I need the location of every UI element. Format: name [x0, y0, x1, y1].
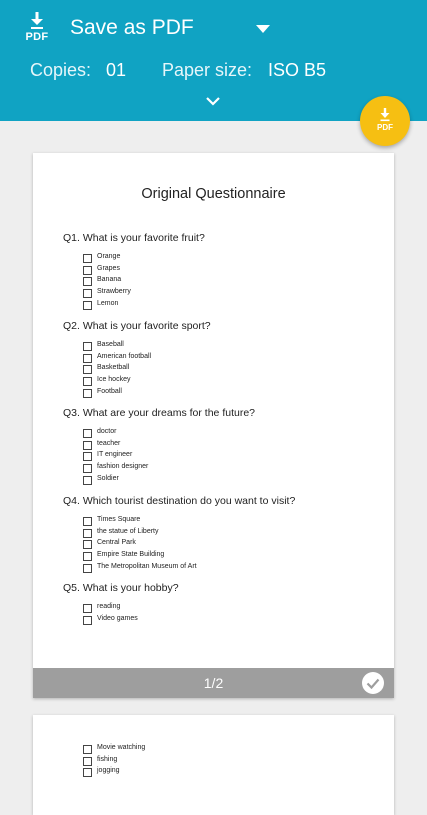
pdf-download-icon [22, 12, 52, 46]
option-label: Grapes [97, 264, 120, 272]
checkbox [83, 757, 92, 766]
copies-value[interactable]: 01 [106, 60, 127, 80]
document-title: Original Questionnaire [141, 186, 286, 202]
question-4: Q4. Which tourist destination do you want to visit? [63, 495, 296, 507]
option-label: Video games [97, 614, 138, 622]
checkbox [83, 616, 92, 625]
option-label: American football [97, 352, 152, 360]
option-label: Strawberry [97, 288, 131, 296]
checkbox [83, 342, 92, 351]
option-label: Banana [97, 276, 122, 284]
check-circle-icon[interactable] [361, 671, 385, 695]
destination-label: Save as PDF [70, 16, 194, 39]
checkbox [83, 745, 92, 754]
paper-size-value[interactable]: ISO B5 [268, 60, 327, 80]
option-label: Orange [97, 253, 121, 260]
checkbox [83, 476, 92, 485]
option-label: Lemon [97, 299, 119, 307]
checkbox [83, 529, 92, 538]
checkbox [83, 441, 92, 450]
checkbox [83, 604, 92, 613]
pdf-icon-label: PDF [25, 31, 49, 43]
checkbox [83, 289, 92, 298]
option-label: fishing [97, 755, 118, 763]
checkbox [83, 564, 92, 573]
option-label: teacher [97, 439, 121, 447]
option-label: Baseball [97, 341, 124, 348]
option-label: Ice hockey [97, 376, 131, 384]
page-number: 1/2 [203, 675, 224, 691]
checkbox [83, 365, 92, 374]
download-icon [379, 108, 391, 122]
option-label: Empire State Building [97, 551, 165, 559]
option-label: jogging [97, 767, 120, 775]
save-pdf-button[interactable] [360, 96, 410, 146]
question-5: Q5. What is your hobby? [63, 582, 179, 594]
checkbox [83, 768, 92, 777]
checkbox [83, 540, 92, 549]
checkbox [83, 552, 92, 561]
checkbox [83, 277, 92, 286]
page-footer [33, 668, 394, 698]
checkbox [83, 452, 92, 461]
option-label: reading [97, 603, 121, 610]
option-label: doctor [97, 428, 117, 435]
fab-label: PDF [377, 123, 393, 132]
option-label: The Metropolitan Museum of Art [97, 562, 197, 570]
option-label: Central Park [97, 539, 136, 547]
question-2: Q2. What is your favorite sport? [63, 320, 211, 332]
dropdown-arrow-icon [256, 25, 270, 33]
checkbox [83, 517, 92, 526]
checkbox [83, 389, 92, 398]
checkbox [83, 301, 92, 310]
option-label: Football [97, 387, 122, 395]
question-3: Q3. What are your dreams for the future? [63, 407, 256, 419]
option-label: Basketball [97, 364, 130, 372]
print-header [0, 0, 427, 121]
preview-page-2[interactable] [33, 715, 394, 815]
question-1: Q1. What is your favorite fruit? [63, 232, 205, 244]
checkbox [83, 266, 92, 275]
option-label: Soldier [97, 474, 119, 482]
option-label: Times Square [97, 516, 141, 523]
checkbox [83, 354, 92, 363]
option-label: the statue of Liberty [97, 527, 159, 535]
chevron-down-icon[interactable] [204, 94, 222, 108]
checkbox [83, 254, 92, 263]
option-label: IT engineer [97, 451, 133, 459]
checkbox [83, 464, 92, 473]
copies-label: Copies: [30, 60, 92, 80]
option-label: fashion designer [97, 463, 149, 471]
checkbox [83, 377, 92, 386]
destination-dropdown[interactable] [70, 14, 280, 44]
preview-page-1[interactable] [33, 153, 394, 698]
paper-size-label: Paper size: [162, 60, 253, 80]
checkbox [83, 429, 92, 438]
option-label: Movie watching [97, 744, 146, 751]
